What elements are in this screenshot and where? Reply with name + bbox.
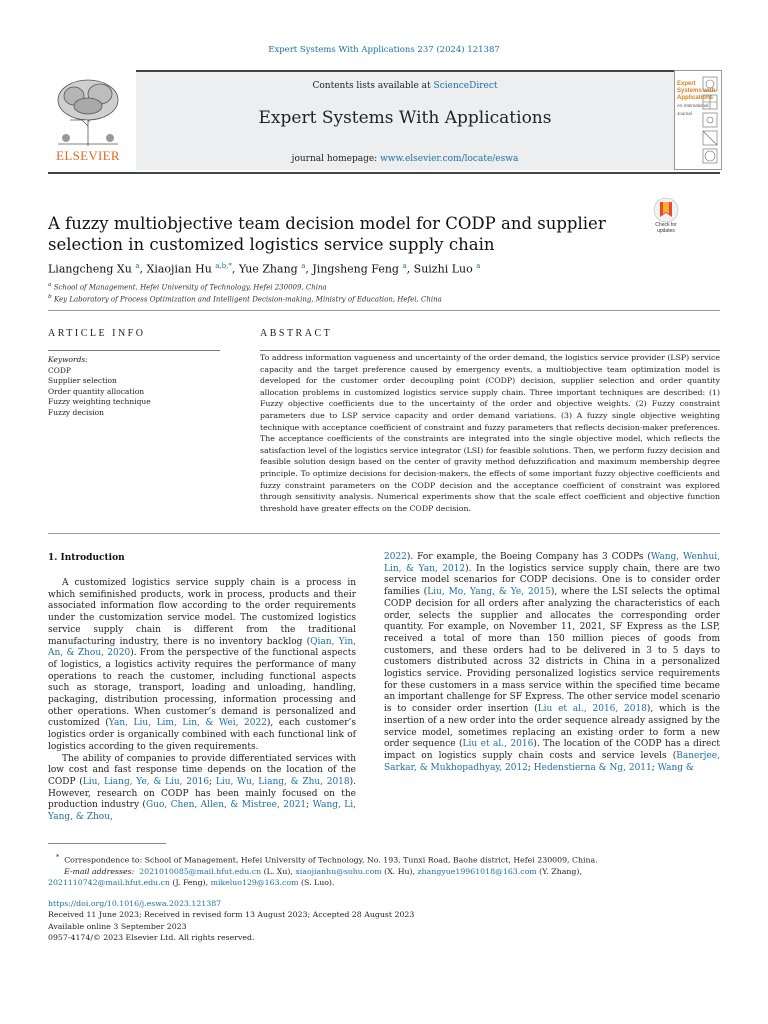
keyword: Order quantity allocation: [48, 386, 145, 396]
journal-name: Expert Systems With Applications: [258, 108, 552, 128]
author-list: Liangcheng Xu $^a$, Xiaojian Hu $^{a,b,*}$, Yue Zhang $^a$, Jingsheng Feng $^a$, Suizhi Luo $^a$: [48, 262, 481, 276]
author-affiliation-mark[interactable]: a,b,*: [215, 262, 232, 270]
correspondence-footnote: [48, 852, 720, 888]
paragraph: 2022). For example, the Boeing Company has 3 CODPs (Wang, Wenhui, Lin, & Yan, 2012). In the logistics service supply chain, there are two service model scenarios for CODP decisions. One is to consider order families (Liu, Mo, Yang, & Ye, 2015), where the LSI selects the optimal CODP decision for all orders after analyzing the characteristics of each order, selects the supplier and allocates the corresponding order quantity. For example, on November 11, 2021, SF Express as the LSP, received a total of more than 150 million pieces of goods from customers, and these orders had to be delivered in 3 to 5 days to customers distributed across 32 districts in China in a personalized logistics service. Providing personalized logistics service requirements for these customers in a mass service within the specified time became an important challenge for SF Express. The other service model scenario is to consider order insertion (Liu et al., 2016, 2018), which is the insertion of a new order into the order sequence already assigned by the service model, sometimes replacing an existing order to form a new order sequence (Liu et al., 2016). The location of the CODP has a direct impact on logistics supply chain costs and service levels (Banerjee, Sarkar, & Mukhopadhyay, 2012; Hedenstierna & Ng, 2011; Wang &: [384, 552, 720, 773]
email-line: E-mail addresses: 2021010085@mail.hfut.edu.cn (L. Xu), xiaojianhu@sohu.com (X. Hu), zhangyue19961018@163.com (Y. Zhang),: [64, 866, 582, 876]
journal-reference-link[interactable]: Expert Systems With Applications 237 (2024) 121387: [268, 45, 500, 55]
article-info-heading: ARTICLE INFO: [48, 328, 146, 339]
author-affiliation-mark[interactable]: a: [135, 262, 140, 270]
citation-link[interactable]: Wang &: [657, 762, 694, 773]
email-link[interactable]: xiaojianhu@sohu.com: [295, 866, 382, 876]
received-dates: Received 11 June 2023; Received in revised form 13 August 2023; Accepted 28 August 2023: [48, 910, 415, 920]
citation-link[interactable]: Wang, Wenhui, Lin, & Yan, 2012: [384, 552, 720, 574]
author-name[interactable]: Xiaojian Hu: [146, 262, 212, 276]
paragraph: The ability of companies to provide differentiated services with low cost and fast response time depends on the location of the CODP (Liu, Liang, Ye, & Liu, 2016; Liu, Wu, Liang, & Zhu, 2018). However, research on CODP has been mainly focused on the production industry (Guo, Chen, Allen, & Mistree, 2021; Wang, Li, Yang, & Zhou,: [48, 753, 356, 823]
email-link[interactable]: zhangyue19961018@163.com: [417, 866, 537, 876]
affiliation-a: $^a$ School of Management, Hefei University of Technology, Hefei 230009, China: [48, 282, 327, 292]
keyword: Fuzzy weighting technique: [48, 397, 151, 406]
citation-link[interactable]: Yan, Liu, Lim, Lin, & Wei, 2022: [108, 718, 267, 729]
author-affiliation-mark[interactable]: a: [402, 262, 407, 270]
check-for-updates-label: Check for updates: [655, 222, 677, 234]
abstract-divider: [260, 350, 720, 351]
publication-info: [48, 898, 720, 943]
abstract-bottom-divider: [48, 533, 720, 534]
author-affiliation-mark[interactable]: a: [476, 262, 481, 270]
header-divider: [48, 172, 720, 174]
citation-link[interactable]: Liu, Liang, Ye, & Liu, 2016: [82, 776, 210, 787]
journal-homepage: journal homepage: www.elsevier.com/locate/eswa: [291, 154, 519, 164]
keywords-divider: [48, 350, 220, 351]
elsevier-wordmark: ELSEVIER: [56, 148, 120, 163]
keyword: CODP: [48, 365, 71, 375]
citation-link[interactable]: Banerjee, Sarkar, & Mukhopadhyay, 2012: [384, 750, 720, 773]
article-title: A fuzzy multiobjective team decision model for CODP and supplier selection in customized logistics service supply chain: [48, 214, 606, 254]
cover-pattern-icon: [701, 75, 719, 165]
sciencedirect-link[interactable]: ScienceDirect: [433, 81, 498, 91]
author-name[interactable]: Suizhi Luo: [413, 262, 473, 276]
footnote-divider: [48, 843, 166, 844]
author-name[interactable]: Liangcheng Xu: [48, 262, 132, 276]
citation-link[interactable]: 2022: [384, 552, 407, 562]
keyword: Supplier selection: [48, 376, 117, 385]
journal-homepage-link[interactable]: www.elsevier.com/locate/eswa: [380, 154, 519, 164]
affiliation-divider: [48, 310, 720, 311]
email-link[interactable]: 2021110742@mail.hfut.edu.cn: [48, 877, 170, 887]
doi-link[interactable]: https://doi.org/10.1016/j.eswa.2023.121387: [48, 899, 222, 908]
citation-link[interactable]: Qian, Yin, An, & Zhou, 2020: [48, 636, 356, 659]
citation-link[interactable]: Liu et al., 2016: [462, 739, 534, 750]
journal-header: [48, 70, 720, 168]
journal-cover-thumbnail[interactable]: [674, 70, 722, 170]
keywords-block: [48, 355, 228, 418]
citation-link[interactable]: Liu et al., 2016, 2018: [537, 704, 647, 715]
author-name[interactable]: Yue Zhang: [238, 262, 298, 276]
email-link[interactable]: mikeluo129@163.com: [210, 877, 299, 887]
available-online: Available online 3 September 2023: [48, 921, 187, 931]
citation-link[interactable]: Guo, Chen, Allen, & Mistree, 2021: [145, 800, 307, 811]
author-name[interactable]: Jingsheng Feng: [312, 262, 399, 276]
introduction-heading: 1. Introduction: [48, 553, 125, 563]
cover-title: Expert Systems with Applications An International Journal: [677, 81, 716, 116]
keyword: Fuzzy decision: [48, 407, 104, 417]
citation-link[interactable]: Wang, Li, Yang, & Zhou,: [48, 800, 356, 823]
paragraph: A customized logistics service supply chain is a process in which semifinished products, work in process, products and their associated information flow according to the order requirements under the customization service model. The customized logistics service supply chain is different from the traditional manufacturing industry, there is no inventory backlog (Qian, Yin, An, & Zhou, 2020). From the perspective of the functional aspects of logistics, a logistics activity requires the performance of many operations to reach the customer, including functional aspects such as storage, transport, loading and unloading, handling, packaging, distribution processing, information processing and other operations. When customer’s demand is personalized and customized (Yan, Liu, Lim, Lin, & Wei, 2022), each customer’s logistics order is organically combined with each functional link of logistics according to the given requirements.: [48, 578, 356, 752]
citation-link[interactable]: Hedenstierna & Ng, 2011: [533, 762, 652, 773]
correspondence-line: * Correspondence to: School of Management, Hefei University of Technology, No. 193, Tunxi Road, Baohe district, Hefei 230009, China.: [56, 853, 598, 865]
author-affiliation-mark[interactable]: a: [301, 262, 306, 270]
check-for-updates-button[interactable]: [650, 197, 682, 234]
email-link[interactable]: 2021010085@mail.hfut.edu.cn: [139, 866, 262, 876]
contents-lists: Contents lists available at ScienceDirect: [312, 81, 498, 91]
citation-link[interactable]: Liu, Mo, Yang, & Ye, 2015: [427, 587, 551, 598]
keywords-label: Keywords:: [48, 355, 88, 364]
citation-link[interactable]: Liu, Wu, Liang, & Zhu, 2018: [215, 776, 350, 787]
body-column-right: [384, 552, 720, 774]
copyright: 0957-4174/© 2023 Elsevier Ltd. All rights reserved.: [48, 932, 255, 942]
abstract-heading: ABSTRACT: [260, 328, 333, 339]
journal-banner: [136, 70, 674, 170]
email-line: 2021110742@mail.hfut.edu.cn (J. Feng), mikeluo129@163.com (S. Luo).: [48, 877, 335, 887]
body-column-left: [48, 578, 356, 824]
abstract-text: To address information vagueness and uncertainty of the order demand, the logistics service provider (LSP) service capacity and the target preference caused by emergency events, a multiobjective team optimization model is developed for the customer order decoupling point (CODP) decision, supplier selection and order quantity allocation problems in customized logistics service supply chain. Three important techniques are described: (1) Fuzzy objective coefficients due to the uncertainty of the order and objective weights. (2) Fuzzy constraint parameters due to LSP service capacity and order demand variations. (3) A fuzzy single objective weighting technique with acceptance coefficient of constraint and fuzzy parameters that reflects decision-maker preferences. The acceptance coefficients of the constraints are integrated into the single objective model, which reflects the satisfaction level of the logistics service integrator (LSI) for feasible solutions. Then, we perform fuzzy decision and feasible solution design based on the center of gravity method defuzzification and maximum membership degree principle. To optimize decisions for decision-makers, the effects of some important fuzzy objective coefficients and fuzzy constraint parameters on the CODP decision and the acceptance coefficient of constraint was explored through sensitivity analysis. Numerical experiments show that the scale effect coefficient and objective function threshold have greater effects on the CODP decision.: [260, 353, 720, 513]
check-for-updates-icon: [650, 197, 682, 223]
affiliation-b: $^b$ Key Laboratory of Process Optimization and Intelligent Decision-making, Ministry of Education, Hefei, China: [48, 294, 442, 304]
